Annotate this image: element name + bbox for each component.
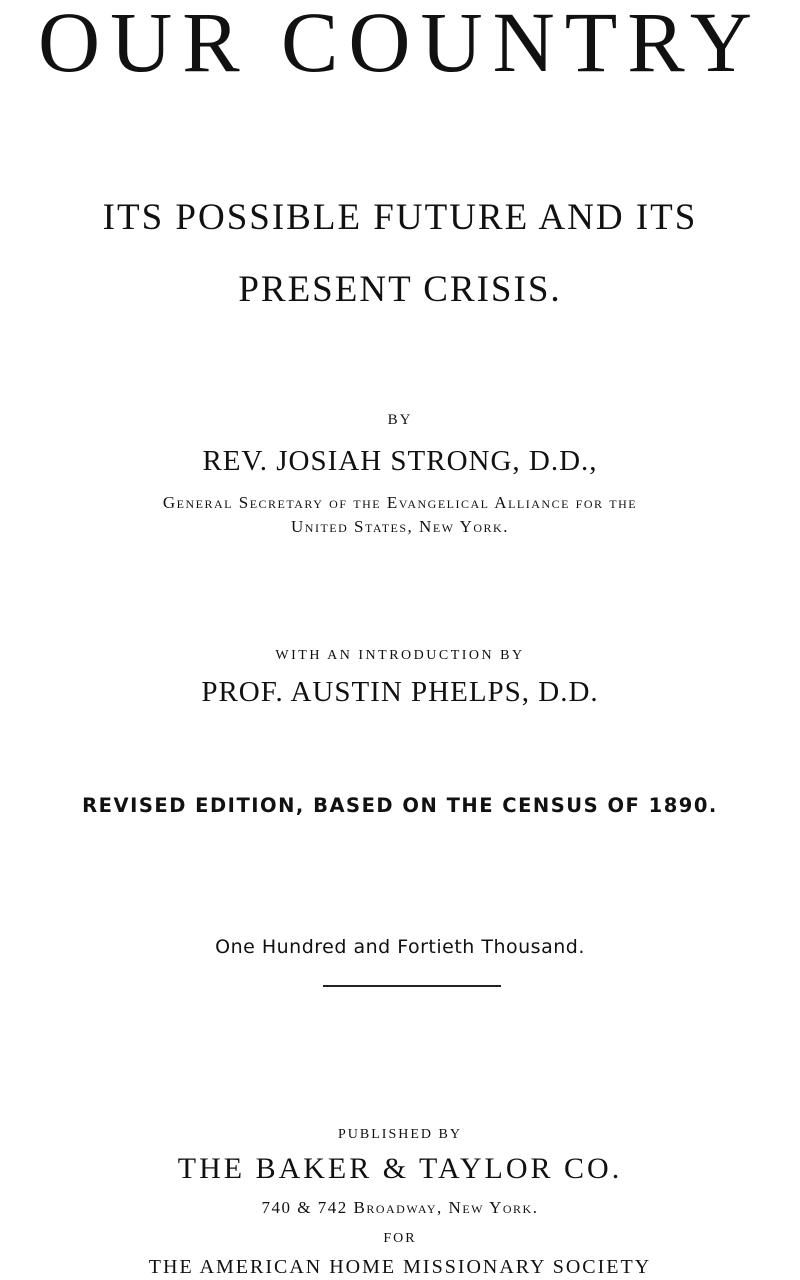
- author-name: REV. JOSIAH STRONG, D.D.,: [202, 445, 598, 477]
- society-name: THE AMERICAN HOME MISSIONARY SOCIETY: [148, 1256, 652, 1278]
- subtitle-line-1: ITS POSSIBLE FUTURE AND ITS: [102, 197, 698, 238]
- subtitle-line-2: PRESENT CRISIS.: [238, 269, 562, 310]
- publisher-name: THE BAKER & TAYLOR CO.: [177, 1152, 623, 1185]
- book-title: OUR COUNTRY: [37, 0, 762, 90]
- published-by-label: PUBLISHED BY: [338, 1127, 462, 1142]
- edition-statement: REVISED EDITION, BASED ON THE CENSUS OF 1890.: [82, 794, 718, 817]
- divider-rule: [323, 985, 501, 987]
- printing-statement: One Hundred and Fortieth Thousand.: [215, 936, 585, 958]
- author-affiliation-line-2: United States, New York.: [291, 517, 509, 536]
- for-label: FOR: [383, 1231, 417, 1246]
- by-label: BY: [387, 412, 413, 428]
- publisher-address: 740 & 742 Broadway, New York.: [261, 1198, 539, 1217]
- introduction-author: PROF. AUSTIN PHELPS, D.D.: [201, 676, 599, 708]
- introduction-label: WITH AN INTRODUCTION BY: [275, 648, 525, 663]
- author-affiliation-line-1: General Secretary of the Evangelical Alliance for the: [162, 493, 638, 512]
